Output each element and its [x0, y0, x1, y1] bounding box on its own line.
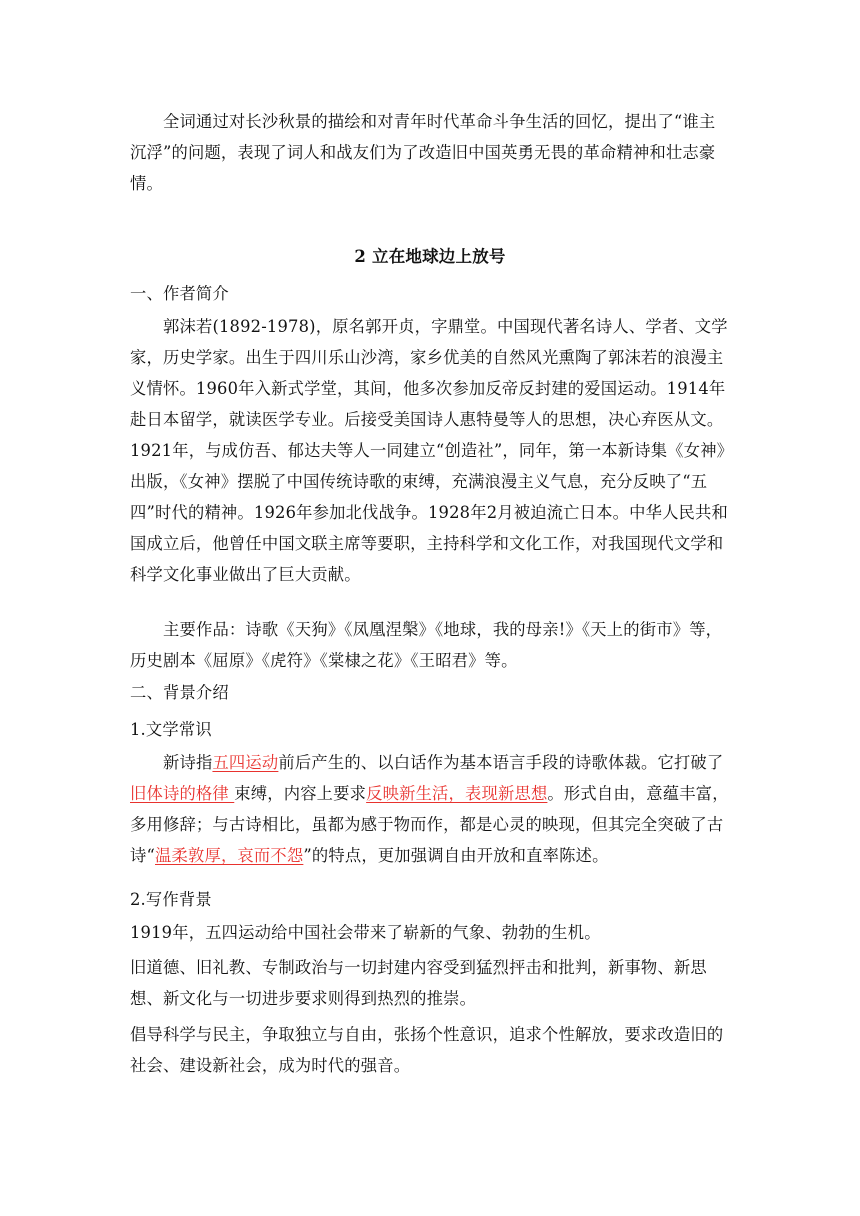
literary-text-1: 新诗指	[163, 753, 213, 772]
major-works: 主要作品：诗歌《天狗》《凤凰涅槃》《地球，我的母亲!》《天上的街市》等，历史剧本《屈原》《虎符》《棠棣之花》《王昭君》等。	[130, 620, 723, 670]
literary-text-4: 。形式自由，意蕴丰富，多用修辞；与古诗相比，虽都为感于物而作，都是心灵的映现，但其完全突破了古诗“	[130, 784, 729, 865]
highlight-new-life: 反映新生活，表现新思想	[366, 784, 548, 803]
literary-text-3: 束缚，内容上要求	[234, 784, 367, 803]
background-line-1: 1919年，五四运动给中国社会带来了崭新的气象、勃勃的生机。	[130, 923, 601, 942]
literary-text-5: ”的特点，更加强调自由开放和直率陈述。	[303, 846, 609, 865]
literary-paragraph	[130, 747, 730, 871]
sub-writing: 2.写作背景	[130, 890, 212, 909]
heading-author: 一、作者简介	[130, 284, 229, 303]
section-title: 2 立在地球边上放号	[354, 247, 506, 266]
background-line-3: 倡导科学与民主，争取独立与自由，张扬个性意识，追求个性解放，要求改造旧的社会、建设新社会，成为时代的强音。	[130, 1025, 724, 1075]
intro-paragraph: 全词通过对长沙秋景的描绘和对青年时代革命斗争生活的回忆，提出了“谁主沉浮”的问题，表现了词人和战友们为了改造旧中国英勇无畏的革命精神和壮志豪情。	[130, 112, 716, 193]
author-bio: 郭沫若(1892-1978)，原名郭开贞，字鼎堂。中国现代著名诗人、学者、文学家，历史学家。出生于四川乐山沙湾，家乡优美的自然风光熏陶了郭沫若的浪漫主义情怀。1960年入新式学堂，其间，他多次参加反帝反封建的爱国运动。1914年赴日本留学，就读医学专业。后接受美国诗人惠特曼等人的思想，决心弃医从文。1921年，与成仿吾、郁达夫等人一同建立“创造社”，同年，第一本新诗集《女神》出版，《女神》摆脱了中国传统诗歌的束缚，充满浪漫主义气息，充分反映了“五四”时代的精神。1926年参加北伐战争。1928年2月被迫流亡日本。中华人民共和国成立后，他曾任中国文联主席等要职，主持科学和文化工作，对我国现代文学和科学文化事业做出了巨大贡献。	[130, 317, 728, 584]
heading-background: 二、背景介绍	[130, 683, 229, 702]
highlight-gentle: 温柔敦厚，哀而不怨	[155, 846, 304, 865]
background-line-2: 旧道德、旧礼教、专制政治与一切封建内容受到猛烈抨击和批判，新事物、新思想、新文化与一切进步要求则得到热烈的推崇。	[130, 958, 707, 1008]
highlight-may-fourth: 五四运动	[212, 753, 279, 772]
sub-literary: 1.文学常识	[130, 720, 212, 739]
literary-text-2: 前后产生的、以白话作为基本语言手段的诗歌体裁。它打破了	[278, 753, 724, 772]
highlight-old-poetry-rules: 旧体诗的格律	[130, 784, 235, 803]
